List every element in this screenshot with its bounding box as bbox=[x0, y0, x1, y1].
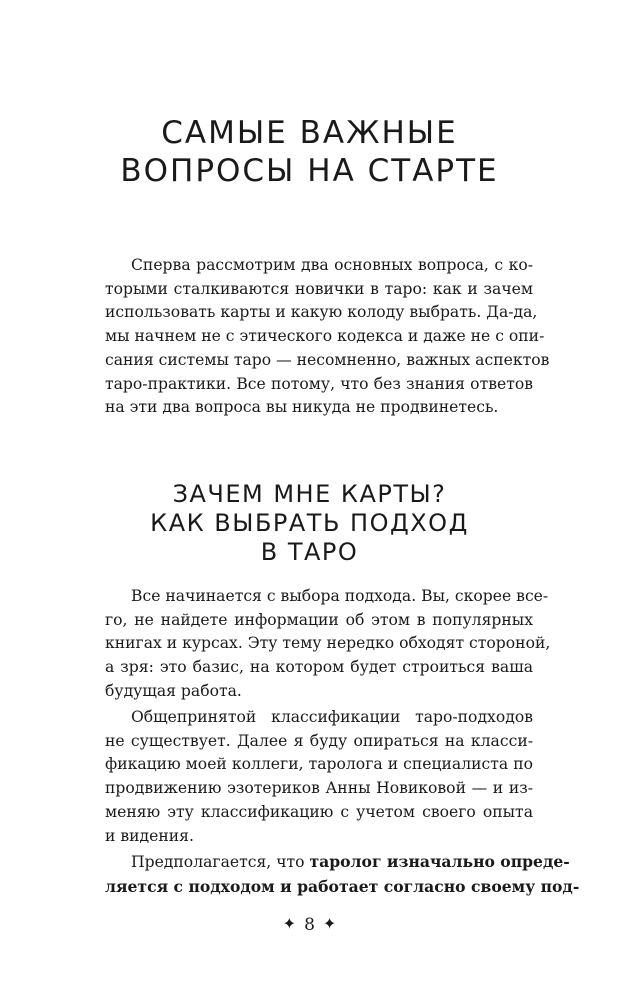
text-line: Сперва рассмотрим два основных вопроса, с ко- bbox=[131, 256, 533, 274]
text-line bbox=[105, 875, 580, 900]
bold-text: таролог изначально опреде- bbox=[309, 852, 570, 871]
classification-paragraph bbox=[105, 706, 533, 848]
text-line: таро-практики. Все потому, что без знания ответов bbox=[105, 374, 533, 393]
text-line: го, не найдете информации об этом в популярных bbox=[105, 610, 533, 629]
plain-text: Предполагается, что bbox=[131, 853, 310, 871]
text-line: Общепринятой классификации таро-подходов bbox=[131, 708, 533, 726]
text-line: Все начинается с выбора подхода. Вы, скорее все- bbox=[131, 587, 549, 605]
text-line: а зря: это базис, на котором будет строиться ваша bbox=[105, 658, 533, 677]
text-line: фикацию моей коллеги, таролога и специалиста по bbox=[105, 755, 533, 774]
section-title bbox=[0, 480, 619, 567]
text-line bbox=[105, 850, 570, 875]
star-ornament-icon: ✦ bbox=[322, 914, 337, 933]
text-line: сания системы таро — несомненно, важных аспектов bbox=[105, 350, 550, 369]
approach-paragraph bbox=[105, 585, 551, 704]
chapter-title-line-1: САМЫЕ ВАЖНЫЕ bbox=[161, 115, 458, 151]
assumption-paragraph bbox=[105, 850, 580, 899]
text-line: продвижению эзотериков Анны Новиковой — и из- bbox=[105, 779, 533, 798]
text-line: торыми сталкиваются новички в таро: как и зачем bbox=[105, 279, 533, 298]
section-title-line-3: В ТАРО bbox=[260, 538, 359, 566]
text-line: меняю эту классификацию с учетом своего опыта bbox=[105, 802, 533, 821]
text-line: книгах и курсах. Эту тему нередко обходят стороной, bbox=[105, 634, 551, 653]
section-title-line-2: КАК ВЫБРАТЬ ПОДХОД bbox=[150, 509, 469, 537]
text-line: и видения. bbox=[105, 826, 194, 845]
chapter-title-line-2: ВОПРОСЫ НА СТАРТЕ bbox=[120, 153, 499, 189]
section-title-line-1: ЗАЧЕМ МНЕ КАРТЫ? bbox=[172, 480, 447, 508]
text-line: мы начнем не с этического кодекса и даже не с опи- bbox=[105, 327, 545, 346]
chapter-title bbox=[0, 114, 619, 190]
text-line: на эти два вопроса вы никуда не продвинетесь. bbox=[105, 398, 499, 417]
text-line: использовать карты и какую колоду выбрать. Да-да, bbox=[105, 303, 538, 322]
text-line: будущая работа. bbox=[105, 681, 242, 700]
intro-paragraph bbox=[105, 254, 550, 420]
page-number: 8 bbox=[304, 915, 315, 935]
bold-text: ляется с подходом и работает согласно своему под- bbox=[105, 876, 580, 896]
page-footer bbox=[0, 913, 619, 936]
star-ornament-icon: ✦ bbox=[282, 914, 297, 933]
text-line: не существует. Далее я буду опираться на класси- bbox=[105, 731, 533, 750]
